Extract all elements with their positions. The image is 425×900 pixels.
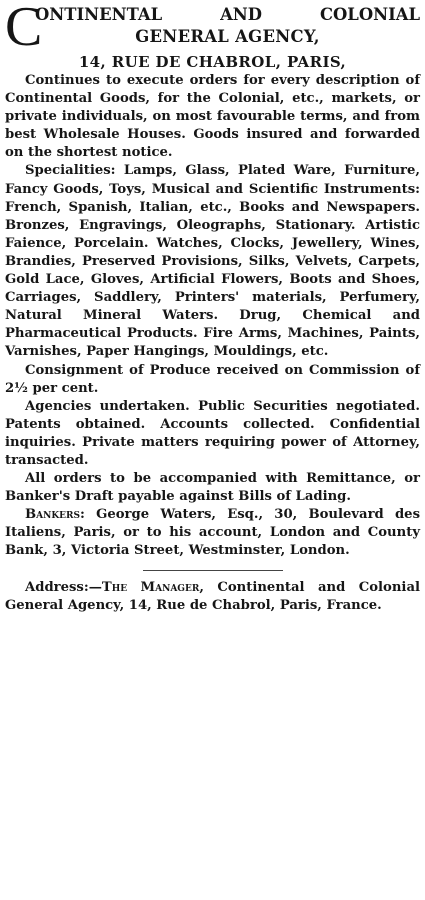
manager-name: The Manager, [101,579,204,595]
agencies-paragraph: Agencies undertaken. Public Securities negotiated. Patents obtained. Accounts collected. Confidential inquiries. Private matters requiring power of Attorney, transacted. [5,398,420,468]
specialities-paragraph: Specialities: Lamps, Glass, Plated Ware, Furniture, Fancy Goods, Toys, Musical and Scientific Instruments: French, Spanish, Italian, etc., Books and Newspapers. Bronzes, Engravings, Oleographs, Stationary. Artistic Faience, Porcelain. Watches, Clocks, Jewellery, Wines, Brandies, Preserved Provisions, Silks, Velvets, Carpets, Gold Lace, Gloves, Artificial Flowers, Boots and Shoes, Carriages, Saddlery, Printers' materials, Perfumery, Natural Mineral Waters. Drug, Chemical and Pharmaceutical Products. Fire Arms, Machines, Paints, Varnishes, Paper Hangings, Mouldings, etc. [5,163,420,360]
address-paragraph [5,579,420,615]
bankers-label: Bankers: [25,507,85,523]
agency-address: 14, RUE DE CHABROL, PARIS, [78,53,347,71]
consignment-paragraph: Consignment of Produce received on Commission of 2½ per cent. [5,362,420,396]
agency-title-line2: GENERAL AGENCY, [135,27,320,46]
drop-cap: C [5,0,43,58]
address-text: Continental and Colonial General Agency, 14, Rue de Chabrol, Paris, France. [5,579,420,613]
address-prefix: Address:— [25,579,102,595]
masthead [5,2,420,64]
divider-rule [143,570,283,571]
bankers-text: George Waters, Esq., 30, Boulevard des Italiens, Paris, or to his account, London and County Bank, 3, Victoria Street, Westminster, London. [5,507,420,559]
intro-paragraph: Continues to execute orders for every description of Continental Goods, for the Colonial, etc., markets, or private individuals, on most favourable terms, and from best Wholesale Houses. Goods insured and forwarded on the shortest notice. [5,73,420,161]
bankers-paragraph [5,506,420,560]
agency-title-line1: ONTINENTAL AND COLONIAL [35,5,420,24]
orders-paragraph: All orders to be accompanied with Remittance, or Banker's Draft payable against Bills of Lading. [5,471,420,505]
